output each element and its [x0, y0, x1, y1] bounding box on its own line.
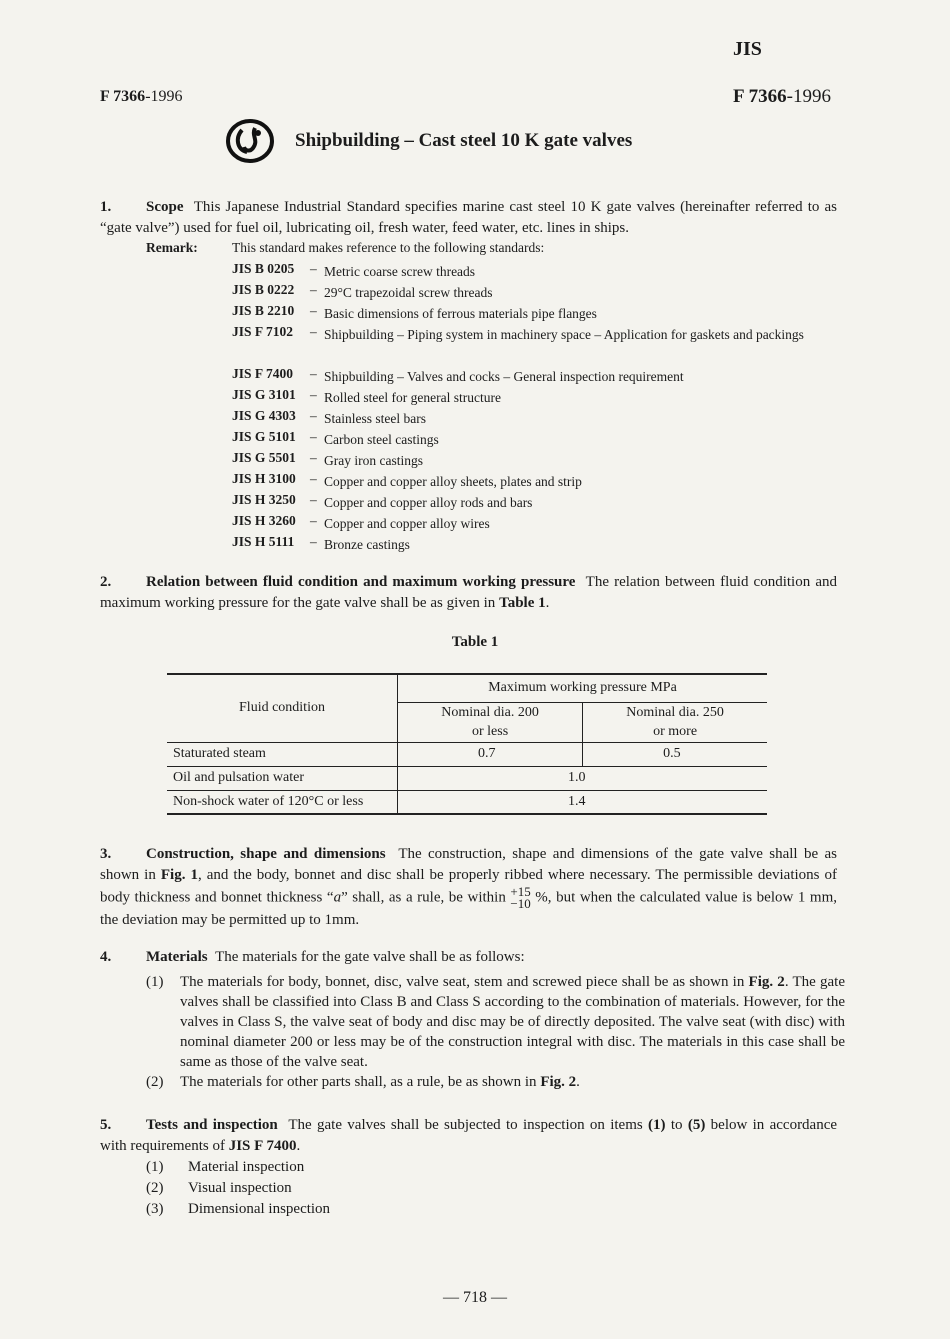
- standard-description: Copper and copper alloy wires: [324, 516, 490, 531]
- jis-mark: JIS: [733, 38, 762, 60]
- standard-reference: JIS F 7400: [228, 1138, 297, 1154]
- standard-code: JIS B 2210: [232, 303, 295, 318]
- document-title: Shipbuilding – Cast steel 10 K gate valves: [295, 130, 633, 151]
- section-heading: Materials: [146, 949, 208, 965]
- standard-description: Carbon steel castings: [324, 432, 439, 447]
- section-number: 1.: [100, 199, 112, 215]
- section-number: 2.: [100, 574, 112, 590]
- remark-intro: This standard makes reference to the following standards:: [232, 240, 545, 255]
- standard-code: JIS G 5501: [232, 450, 296, 465]
- standard-description: Gray iron castings: [324, 453, 423, 468]
- section-2-pressure: 2. Relation between fluid condition and maximum working pressure The relation between fluid condition and maximum working pressure for the gate valve shall be as given in Table 1.: [100, 574, 837, 611]
- standard-code: JIS F 7102: [232, 324, 294, 339]
- section-number: 5.: [100, 1117, 112, 1133]
- remark-label: Remark:: [146, 240, 198, 255]
- section-5-tests: 5. Tests and inspection The gate valves shall be subjected to inspection on items (1) to (5) below in accordance with requirements of JIS F 7400.: [100, 1117, 838, 1154]
- document-page: JIS F 7366-1996 F 7366-1996 Shipbuilding – Cast steel 10 K gate valves 1. Scope This Japanese Industrial Standard specifies marine cast steel 10 K gate valves (hereinafter referred to as “gate valve”) used for fuel oil, lubricating oil, fresh water, feed water, etc. lines in ships. Remark: This standard makes reference to the following standards: JIS B 0205 – Metric coarse screw threads JIS B 0222 – 29°C trapezoidal screw threads JIS B 2210 – Basic dimensions of ferrous materials pipe flanges JIS F 7102 – Shipbuilding – Piping system in machinery space – Application for gaskets and packings JIS F 7400 – Shipbuilding – Valves and cocks – General inspection requirement JIS G 3101 – Rolled steel for general structure JIS G 4303 – Stainless steel bars JIS G 5101 – Carbon steel castings JIS G 5501 – Gray iron castings JIS H 3100 – Copper and copper alloy sheets, plates and strip JIS H 3250 – Copper and copper alloy rods and bars JIS H 3260 – Copper and copper alloy wires JIS H 5111 – Bronze castings 2. Relation between fluid condition and maximum working pressure The relation between fluid condition and maximum working pressure for the gate valve shall be as given in Table 1. Table 1 Fluid condition Maximum working pressure MPa Nominal dia. 200 or less Nominal dia. 250 or more Staturated steam 0.7 0.5 Oil and pulsation water 1.0 Non-shock water of 120°C or less 1.4 3. Construction, shape and dimensions The construction, shape and dimensions of the gate valve shall be as shown in Fig. 1, and the body, bonnet and disc shall be properly ribbed where necessary. The permissible deviations of body thickness and bonnet thickness “a” shall, as a rule, be within +15 −10 %, but when the calculated value is below 1 mm, the deviation may be permitted up to 1mm. 4. Materials The materials for the gate valve shall be as follows: (1) The materials for body, bonnet, disc, valve seat, stem and screwed piece shall be as shown in Fig. 2. The gate valves shall be classified into Class B and Class S according to the combination of materials. However, for the valves in Class S, the valve seat of body and disc may be of directly deposited. The valve seat (with disc) with nominal diameter 200 or less may be of the construction integral with disc. The materials in this case shall be same as those of the valve seat. (2) The materials for other parts shall, as a rule, be as shown in Fig. 2. 5. Tests and inspection The gate valves shall be subjected to inspection on items (1) to (5) below in accordance with requirements of JIS F 7400. (1) Material inspection (2) Visual inspection (3) Dimensional inspection — 718 —: [0, 0, 950, 1339]
- standard-code: JIS G 3101: [232, 387, 296, 402]
- standard-code: JIS H 3250: [232, 492, 296, 507]
- standard-code: JIS F 7400: [232, 366, 294, 381]
- standard-code-left: F 7366-1996: [100, 88, 183, 105]
- standard-code: JIS H 3260: [232, 513, 296, 528]
- header-max-pressure: Maximum working pressure MPa: [398, 674, 768, 702]
- pressure-table: [167, 673, 767, 815]
- table-title: Table 1: [451, 634, 499, 650]
- table-row: Staturated steam 0.7 0.5: [167, 742, 767, 766]
- section-1-scope: [100, 197, 837, 239]
- standard-description: Stainless steel bars: [324, 411, 426, 426]
- standard-code: JIS G 4303: [232, 408, 296, 423]
- section-heading: Relation between fluid condition and maximum working pressure: [146, 574, 576, 590]
- standard-description: Shipbuilding – Valves and cocks – General inspection requirement: [324, 369, 684, 384]
- standard-description: Shipbuilding – Piping system in machinery space – Application for gaskets and packings: [324, 327, 804, 342]
- standard-code: JIS B 0205: [232, 261, 295, 276]
- table-row: Non-shock water of 120°C or less 1.4: [167, 790, 767, 814]
- header-fluid-condition: Fluid condition: [167, 674, 398, 742]
- standard-description: Bronze castings: [324, 537, 410, 552]
- standard-description: Rolled steel for general structure: [324, 390, 501, 405]
- standard-description: 29°C trapezoidal screw threads: [324, 285, 493, 300]
- figure-reference: Fig. 1: [160, 867, 198, 883]
- standard-code: JIS G 5101: [232, 429, 296, 444]
- section-4-materials: 4. Materials The materials for the gate valve shall be as follows:: [100, 947, 837, 968]
- standard-code: JIS B 0222: [232, 282, 295, 297]
- header-nominal-250: Nominal dia. 250 or more: [583, 702, 767, 742]
- standard-code: JIS H 5111: [232, 534, 295, 549]
- section-heading: Scope: [146, 199, 184, 215]
- section-3-construction: 3. Construction, shape and dimensions The construction, shape and dimensions of the gate valve shall be as shown in Fig. 1, and the body, bonnet and disc shall be properly ribbed where necessary. The permissible deviations of body thickness and bonnet thickness “a” shall, as a rule, be within +15 −10 %, but when the calculated value is below 1 mm, the deviation may be permitted up to 1mm.: [100, 846, 838, 928]
- table-row: Oil and pulsation water 1.0: [167, 766, 767, 790]
- standard-description: Copper and copper alloy sheets, plates and strip: [324, 474, 582, 489]
- section-heading: Tests and inspection: [146, 1117, 278, 1133]
- standard-code-right: F 7366-1996: [733, 86, 831, 107]
- header-nominal-200: Nominal dia. 200 or less: [398, 702, 583, 742]
- jis-logo-icon: [225, 118, 275, 164]
- table-reference: Table 1: [499, 595, 546, 611]
- section-number: 3.: [100, 846, 112, 862]
- section-number: 4.: [100, 949, 112, 965]
- tolerance-fraction: +15 −10: [510, 884, 531, 911]
- section-text: This Japanese Industrial Standard specifies marine cast steel 10 K gate valves (hereinafter referred to as “gate valve”) used for fuel oil, lubricating oil, fresh water, feed water, etc. lines in ships.: [100, 199, 837, 236]
- standard-code: JIS H 3100: [232, 471, 296, 486]
- standard-description: Basic dimensions of ferrous materials pipe flanges: [324, 306, 597, 321]
- page-number: — 718 —: [443, 1289, 507, 1306]
- section-heading: Construction, shape and dimensions: [146, 846, 386, 862]
- standard-description: Metric coarse screw threads: [324, 264, 476, 279]
- standard-description: Copper and copper alloy rods and bars: [324, 495, 533, 510]
